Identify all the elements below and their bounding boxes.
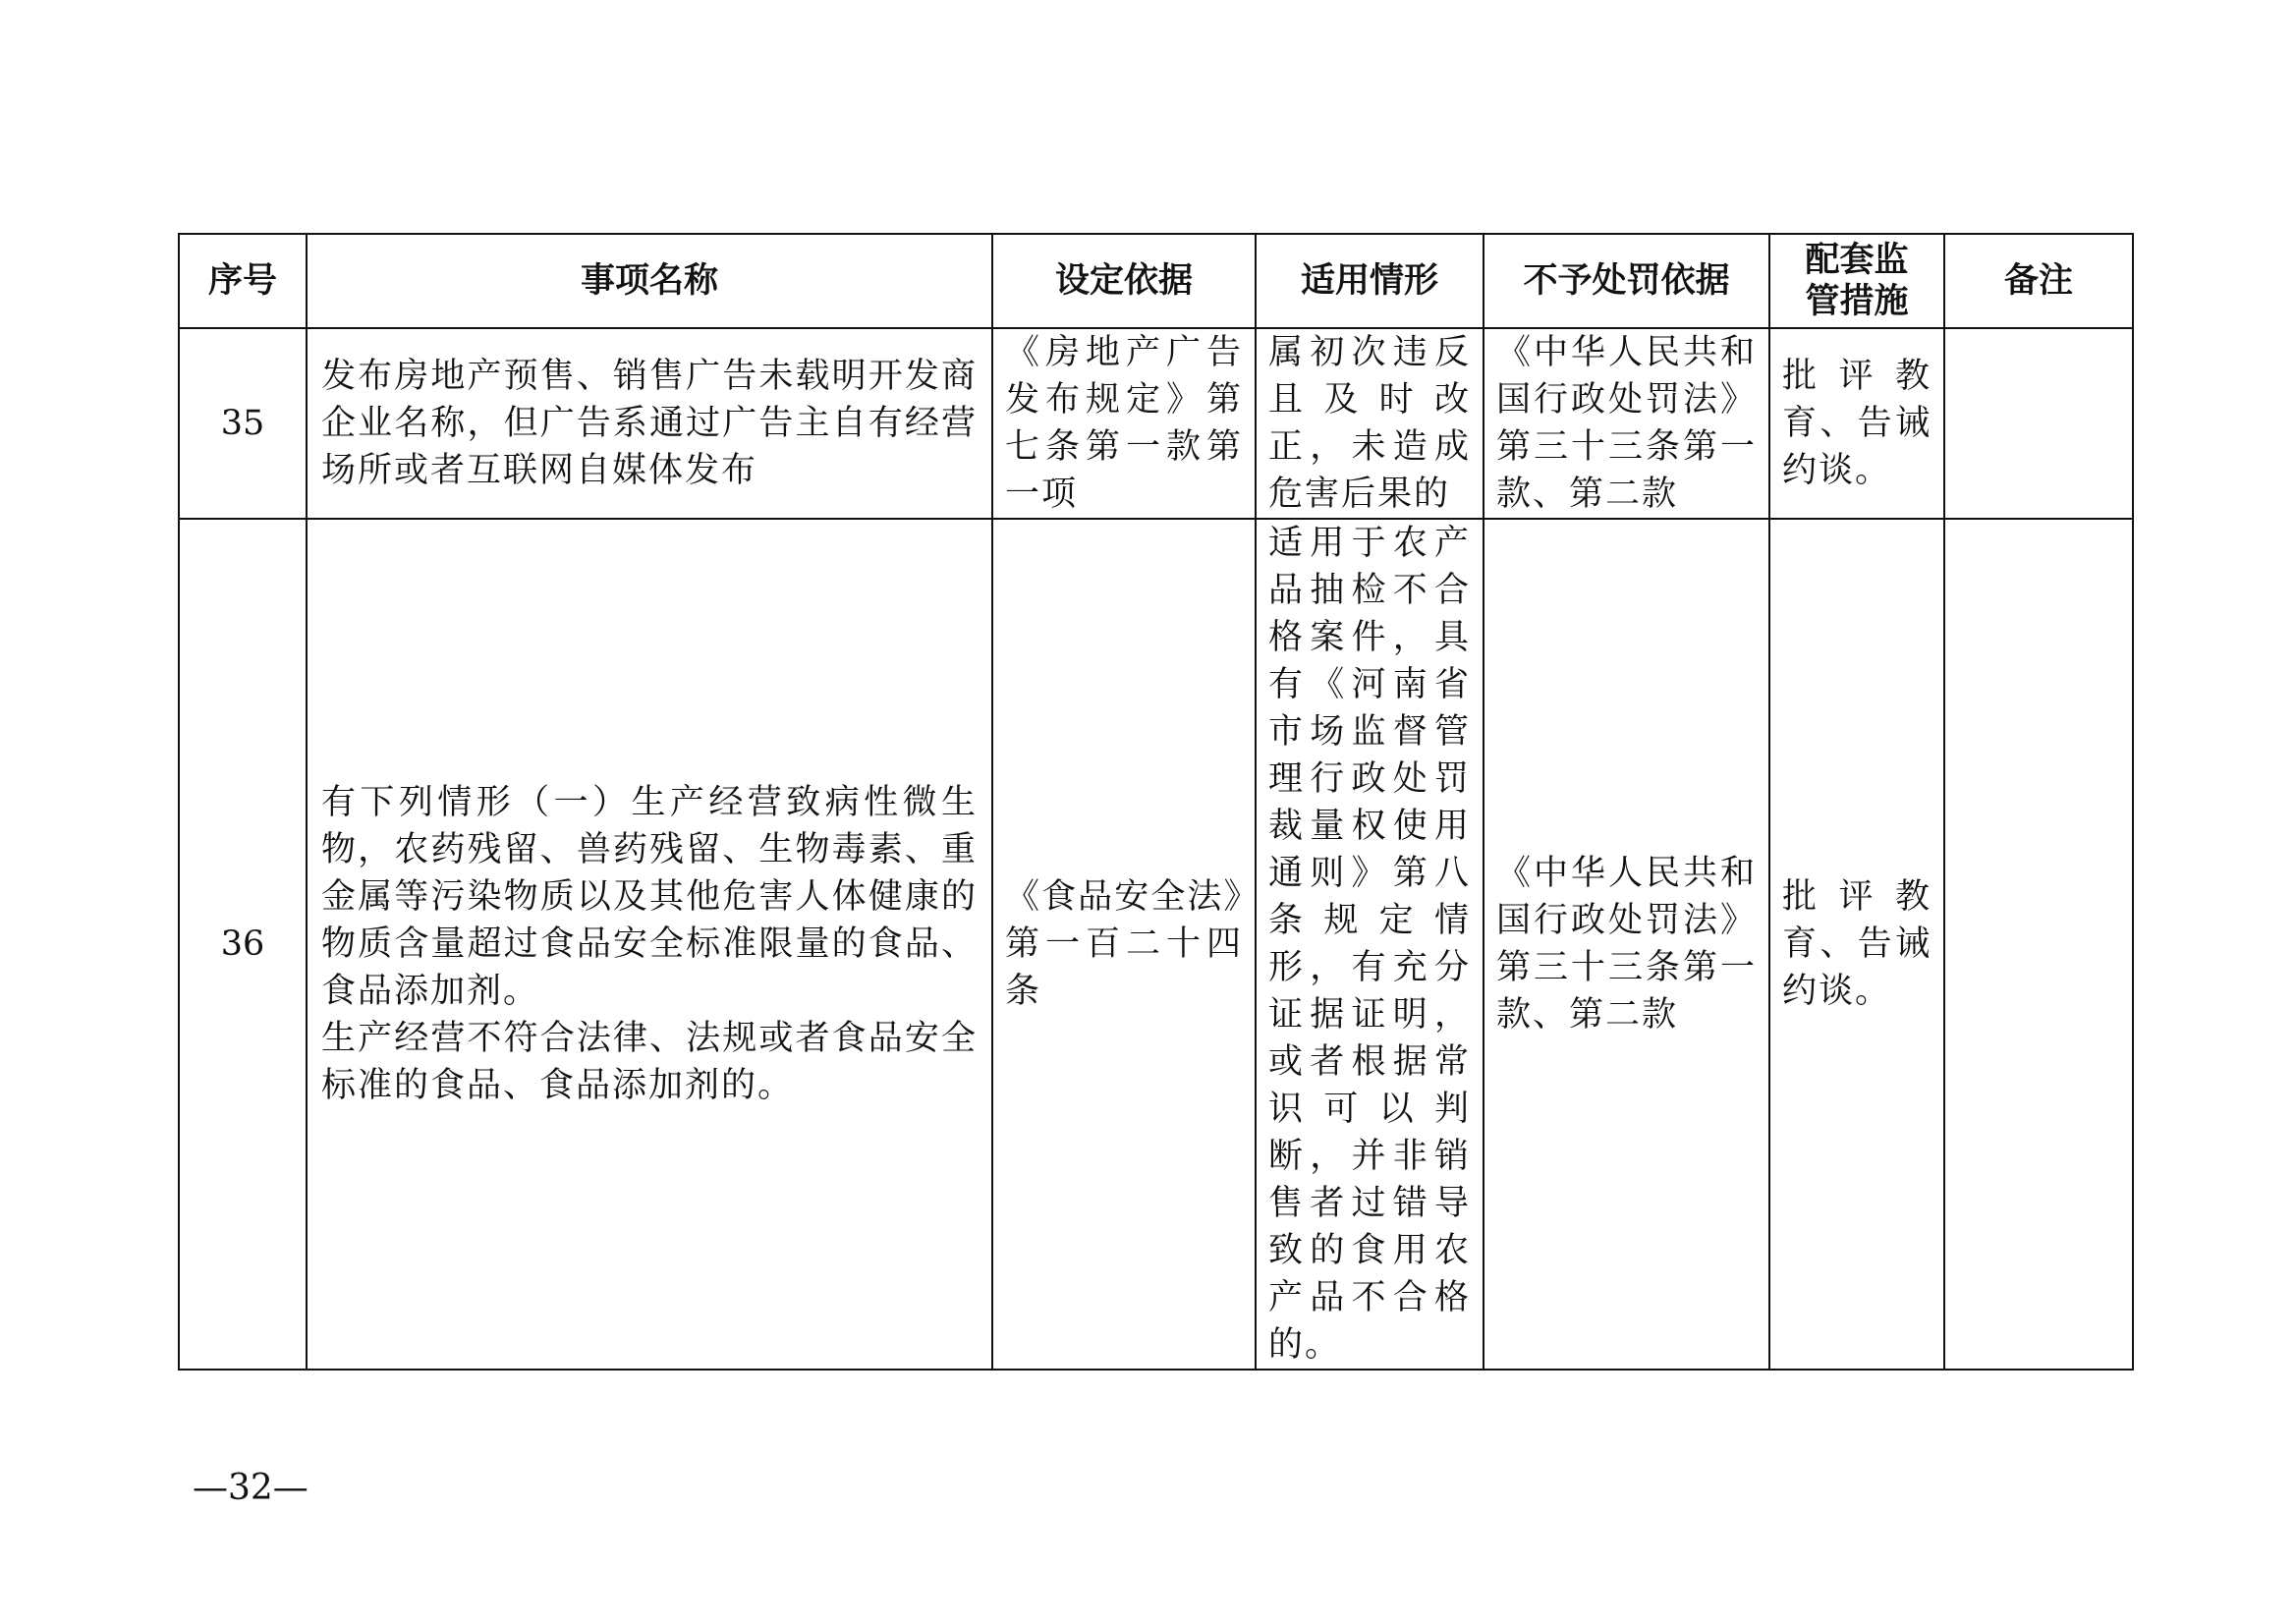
item-name xyxy=(307,519,992,1370)
row-number: 36 xyxy=(179,519,307,1370)
table-row xyxy=(179,519,2133,1370)
header-name: 事项名称 xyxy=(307,234,992,328)
no-penalty-basis: 《中华人民共和国行政处罚法》第三十三条第一款、第二款 xyxy=(1484,519,1769,1370)
legal-basis: 《食品安全法》第一百二十四条 xyxy=(992,519,1256,1370)
header-no-penalty-basis: 不予处罚依据 xyxy=(1484,234,1769,328)
header-basis: 设定依据 xyxy=(992,234,1256,328)
remarks xyxy=(1944,519,2133,1370)
table-row xyxy=(179,328,2133,519)
item-name-paragraph: 有下列情形（一）生产经营致病性微生物，农药残留、兽药残留、生物毒素、重金属等污染物质以及其他危害人体健康的物质含量超过食品安全标准限量的食品、食品添加剂。 xyxy=(321,783,978,1011)
regulation-table xyxy=(178,233,2134,1371)
applicable-situation: 属初次违反且及时改正，未造成危害后果的 xyxy=(1256,328,1484,519)
page-number: —32— xyxy=(193,1468,308,1508)
header-no: 序号 xyxy=(179,234,307,328)
header-row xyxy=(179,234,2133,328)
row-number: 35 xyxy=(179,328,307,519)
applicable-situation: 适用于农产品抽检不合格案件，具有《河南省市场监督管理行政处罚裁量权使用通则》第八条规定情形，有充分证据证明，或者根据常识可以判断，并非销售者过错导致的食用农产品不合格的。 xyxy=(1256,519,1484,1370)
header-supervision: 配套监管措施 xyxy=(1769,234,1944,328)
header-remarks: 备注 xyxy=(1944,234,2133,328)
supervision-measures: 批评教育、告诫约谈。 xyxy=(1769,519,1944,1370)
no-penalty-basis: 《中华人民共和国行政处罚法》第三十三条第一款、第二款 xyxy=(1484,328,1769,519)
supervision-measures: 批评教育、告诫约谈。 xyxy=(1769,328,1944,519)
item-name: 发布房地产预售、销售广告未载明开发商企业名称，但广告系通过广告主自有经营场所或者互联网自媒体发布 xyxy=(307,328,992,519)
remarks xyxy=(1944,328,2133,519)
header-situation: 适用情形 xyxy=(1256,234,1484,328)
item-name-paragraph: 生产经营不符合法律、法规或者食品安全标准的食品、食品添加剂的。 xyxy=(321,1019,978,1105)
legal-basis: 《房地产广告发布规定》第七条第一款第一项 xyxy=(992,328,1256,519)
